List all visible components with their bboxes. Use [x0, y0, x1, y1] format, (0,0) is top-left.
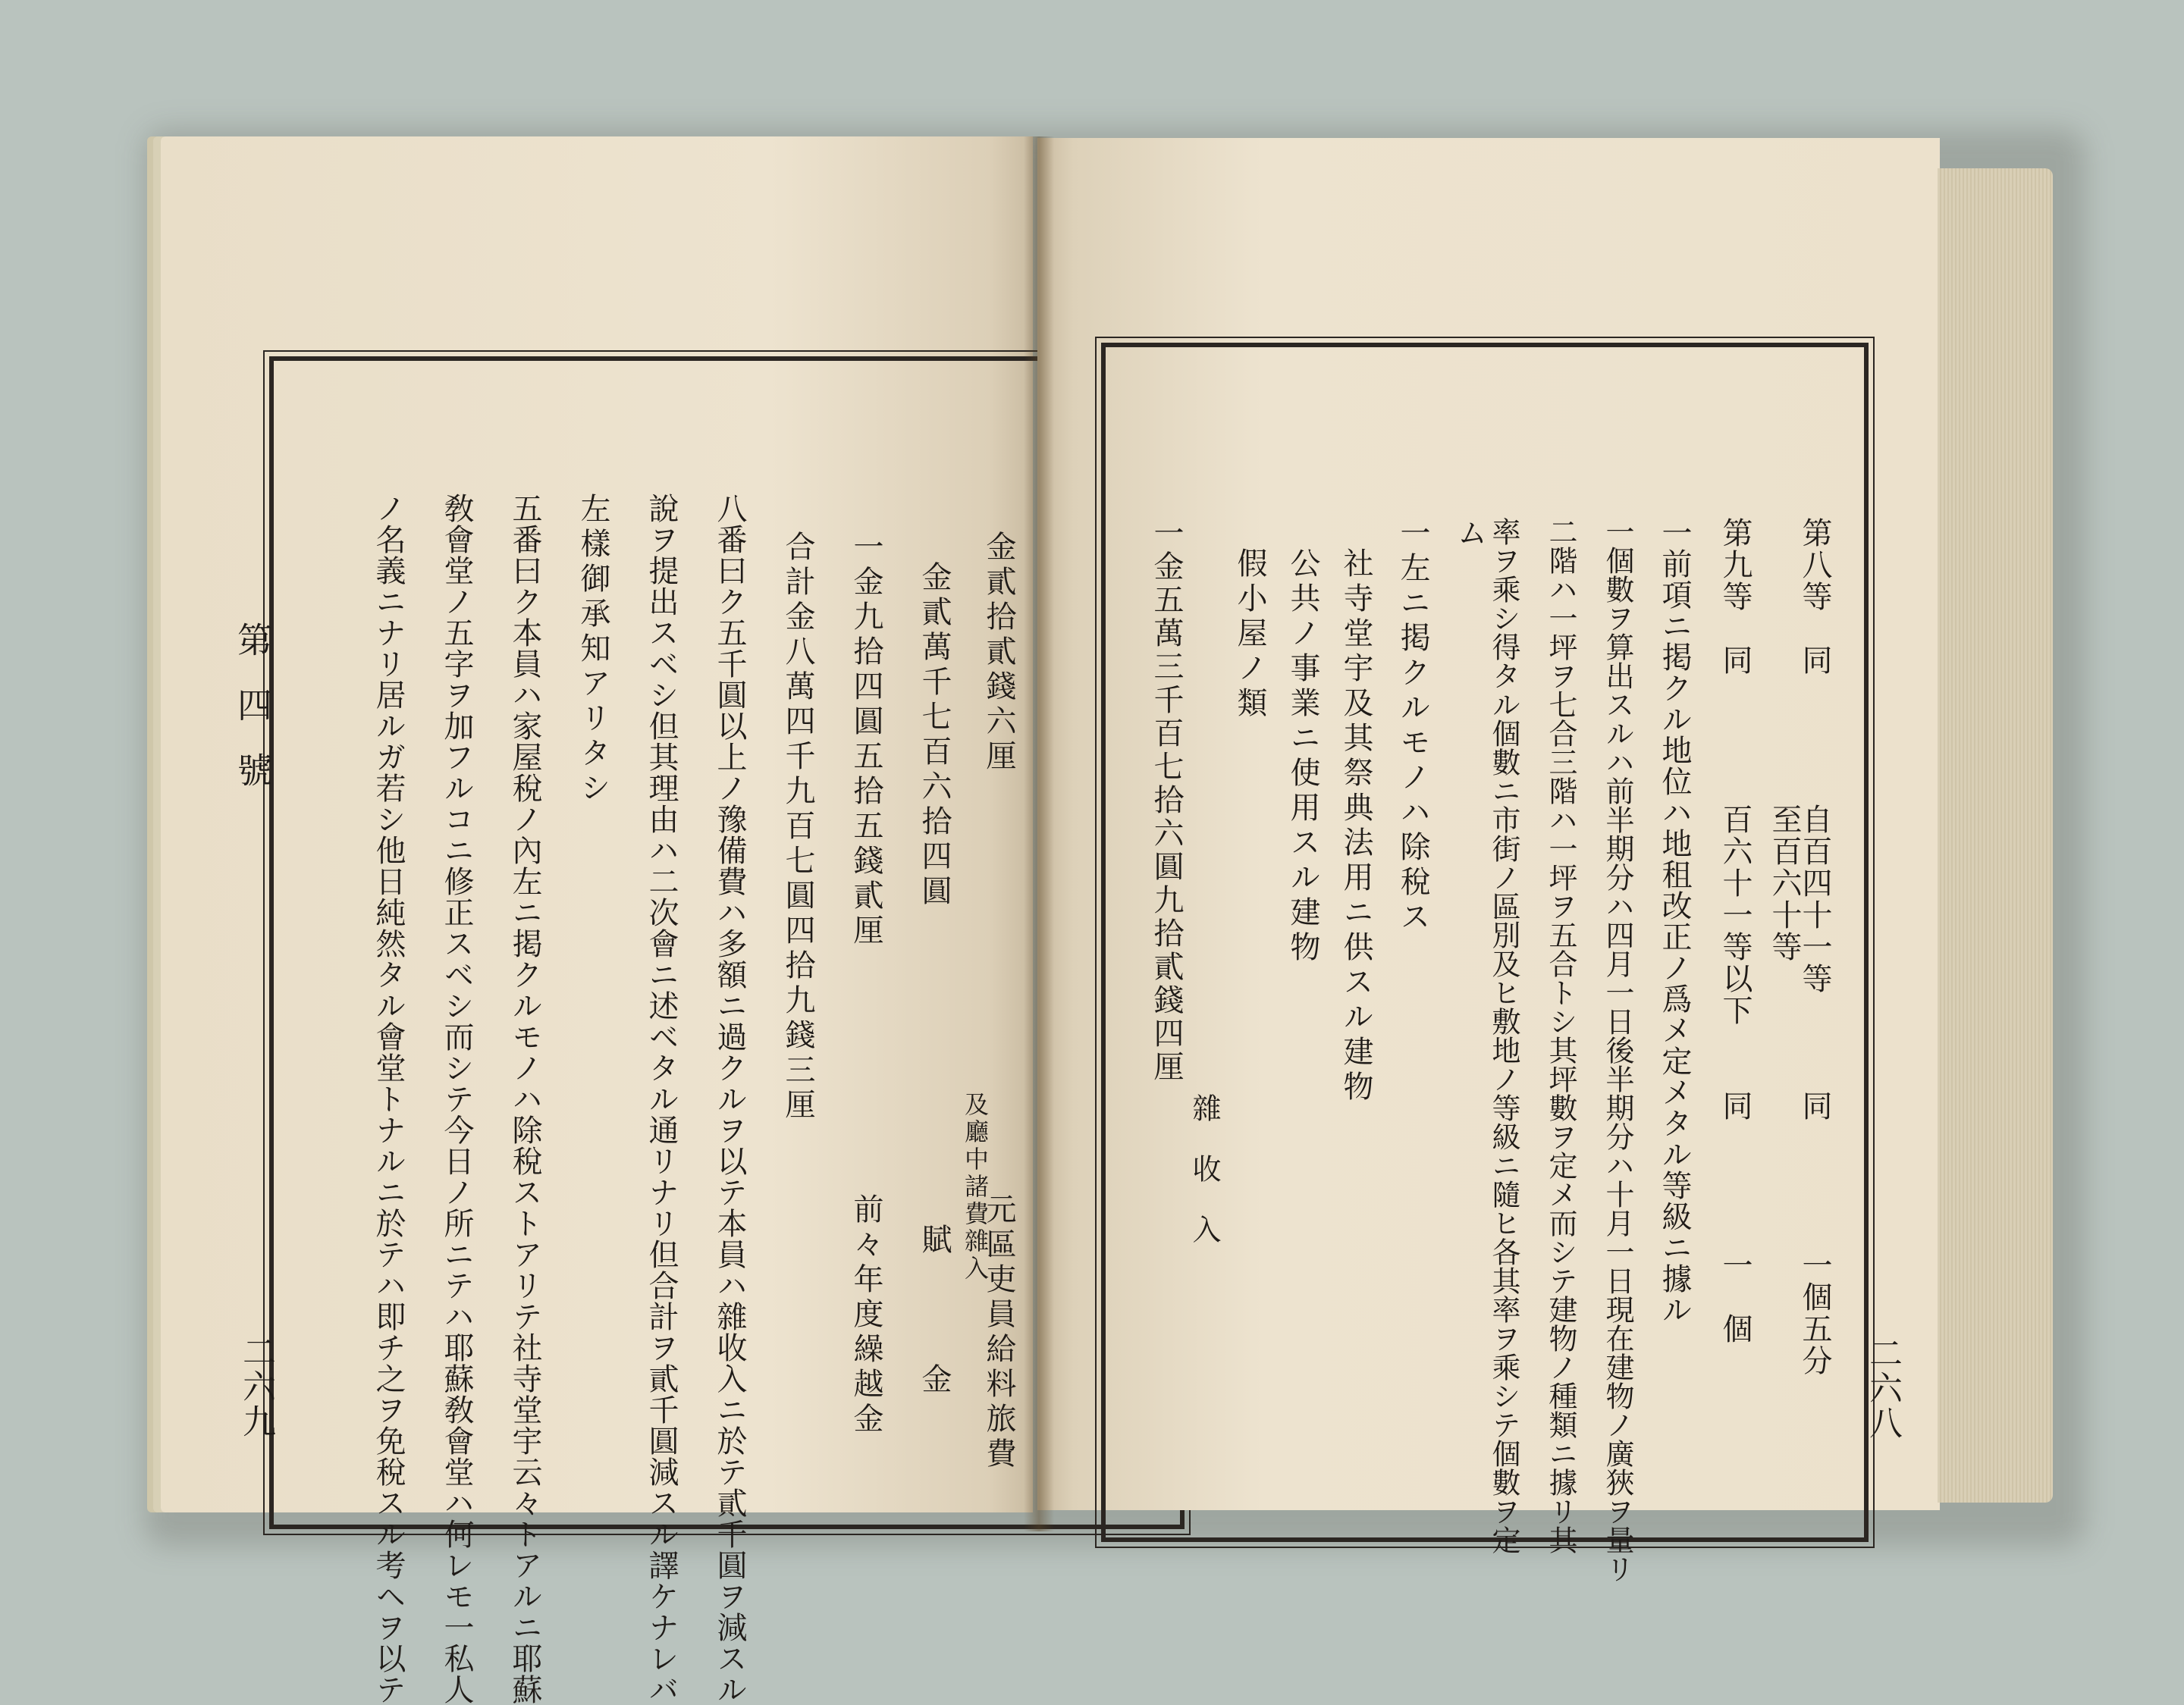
- right-col-11: 假小屋ノ類: [1232, 547, 1267, 722]
- right-col-8: 一左ニ掲クルモノハ除稅ス: [1395, 517, 1430, 936]
- left-page: [161, 136, 1033, 1705]
- right-col-13: 雜 收 入: [1188, 517, 1221, 1245]
- right-col-1: 第八等 同 自百四十一等 同 一個五分: [1797, 517, 1832, 1377]
- left-page-number: 二六九: [237, 1334, 275, 1439]
- left-col-13: ノ名義ニナリ居ルガ若シ他日純然タル會堂トナルニ於テハ即チ之ヲ免稅スル考ヘヲ以テ: [371, 493, 406, 1705]
- right-col-7: ム: [1452, 517, 1487, 552]
- page-edges: [1938, 168, 2053, 1503]
- left-col-6: 一金九拾四圓五拾五錢貳厘 前々年度繰越金: [849, 531, 883, 1437]
- right-page-number: 二六八: [1863, 1336, 1902, 1440]
- left-col-10: 左樣御承知アリタシ: [576, 493, 610, 807]
- right-col-1b: 至百六十等: [1767, 517, 1802, 963]
- right-col-10: 公共ノ事業ニ使用スル建物: [1285, 547, 1320, 966]
- right-col-4: 一個數ヲ算出スルハ前半期分ハ四月一日後半期分ハ十月一日現在建物ノ廣狹ヲ量リ: [1601, 517, 1634, 1583]
- right-col-14: 一金五萬三千百七拾六圓九拾貳錢四厘: [1149, 517, 1184, 1084]
- left-col-8: 八番曰ク五千圓以上ノ豫備費ハ多額ニ過クルヲ以テ本員ハ雜收入ニ於テ貳千圓ヲ減スル: [712, 493, 747, 1705]
- issue-label: 第四號: [232, 622, 273, 817]
- left-col-3: 金貳拾貳錢六厘 元區吏員給料旅費: [981, 531, 1016, 1472]
- book-gutter: [1024, 136, 1054, 1531]
- left-col-3b: 及廳中諸費雜入: [961, 1092, 990, 1283]
- right-col-2: 第九等 同 百六十一等以下 同 一 個: [1718, 517, 1753, 1345]
- right-col-9: 社寺堂宇及其祭典法用ニ供スル建物: [1338, 547, 1373, 1105]
- left-col-12: 敎會堂ノ五字ヲ加フルコニ修正スベシ而シテ今日ノ所ニテハ耶蘇敎會堂ハ何レモ一私人: [439, 493, 474, 1705]
- right-col-6: 率ヲ乘シ得タル個數ニ市街ノ區別及ヒ敷地ノ等級ニ隨ヒ各其率ヲ乘シテ個數ヲ定: [1487, 517, 1520, 1554]
- right-col-3: 一前項ニ掲クル地位ハ地租改正ノ爲メ定メタル等級ニ據ル: [1657, 517, 1692, 1325]
- right-text-block: [1113, 517, 1856, 1583]
- left-col-7: 合計金八萬四千九百七圓四拾九錢三厘: [780, 531, 815, 1124]
- right-col-5: 二階ハ一坪ヲ七合三階ハ一坪ヲ五合トシ其坪數ヲ定メ而シテ建物ノ種類ニ據リ其: [1544, 517, 1577, 1554]
- left-col-9: 說ヲ提出スベシ但其理由ハ二次會ニ述ベタル通リナリ但合計ヲ貳千圓減スル譯ケナレバ: [644, 493, 679, 1705]
- right-page: [1037, 138, 1940, 1583]
- left-col-5: 金貳萬千七百六拾四圓 賦 金: [917, 561, 952, 1398]
- left-col-11: 五番曰ク本員ハ家屋稅ノ內左ニ掲クルモノハ除稅ストアリテ社寺堂宇云々トアルニ耶蘇: [507, 493, 542, 1705]
